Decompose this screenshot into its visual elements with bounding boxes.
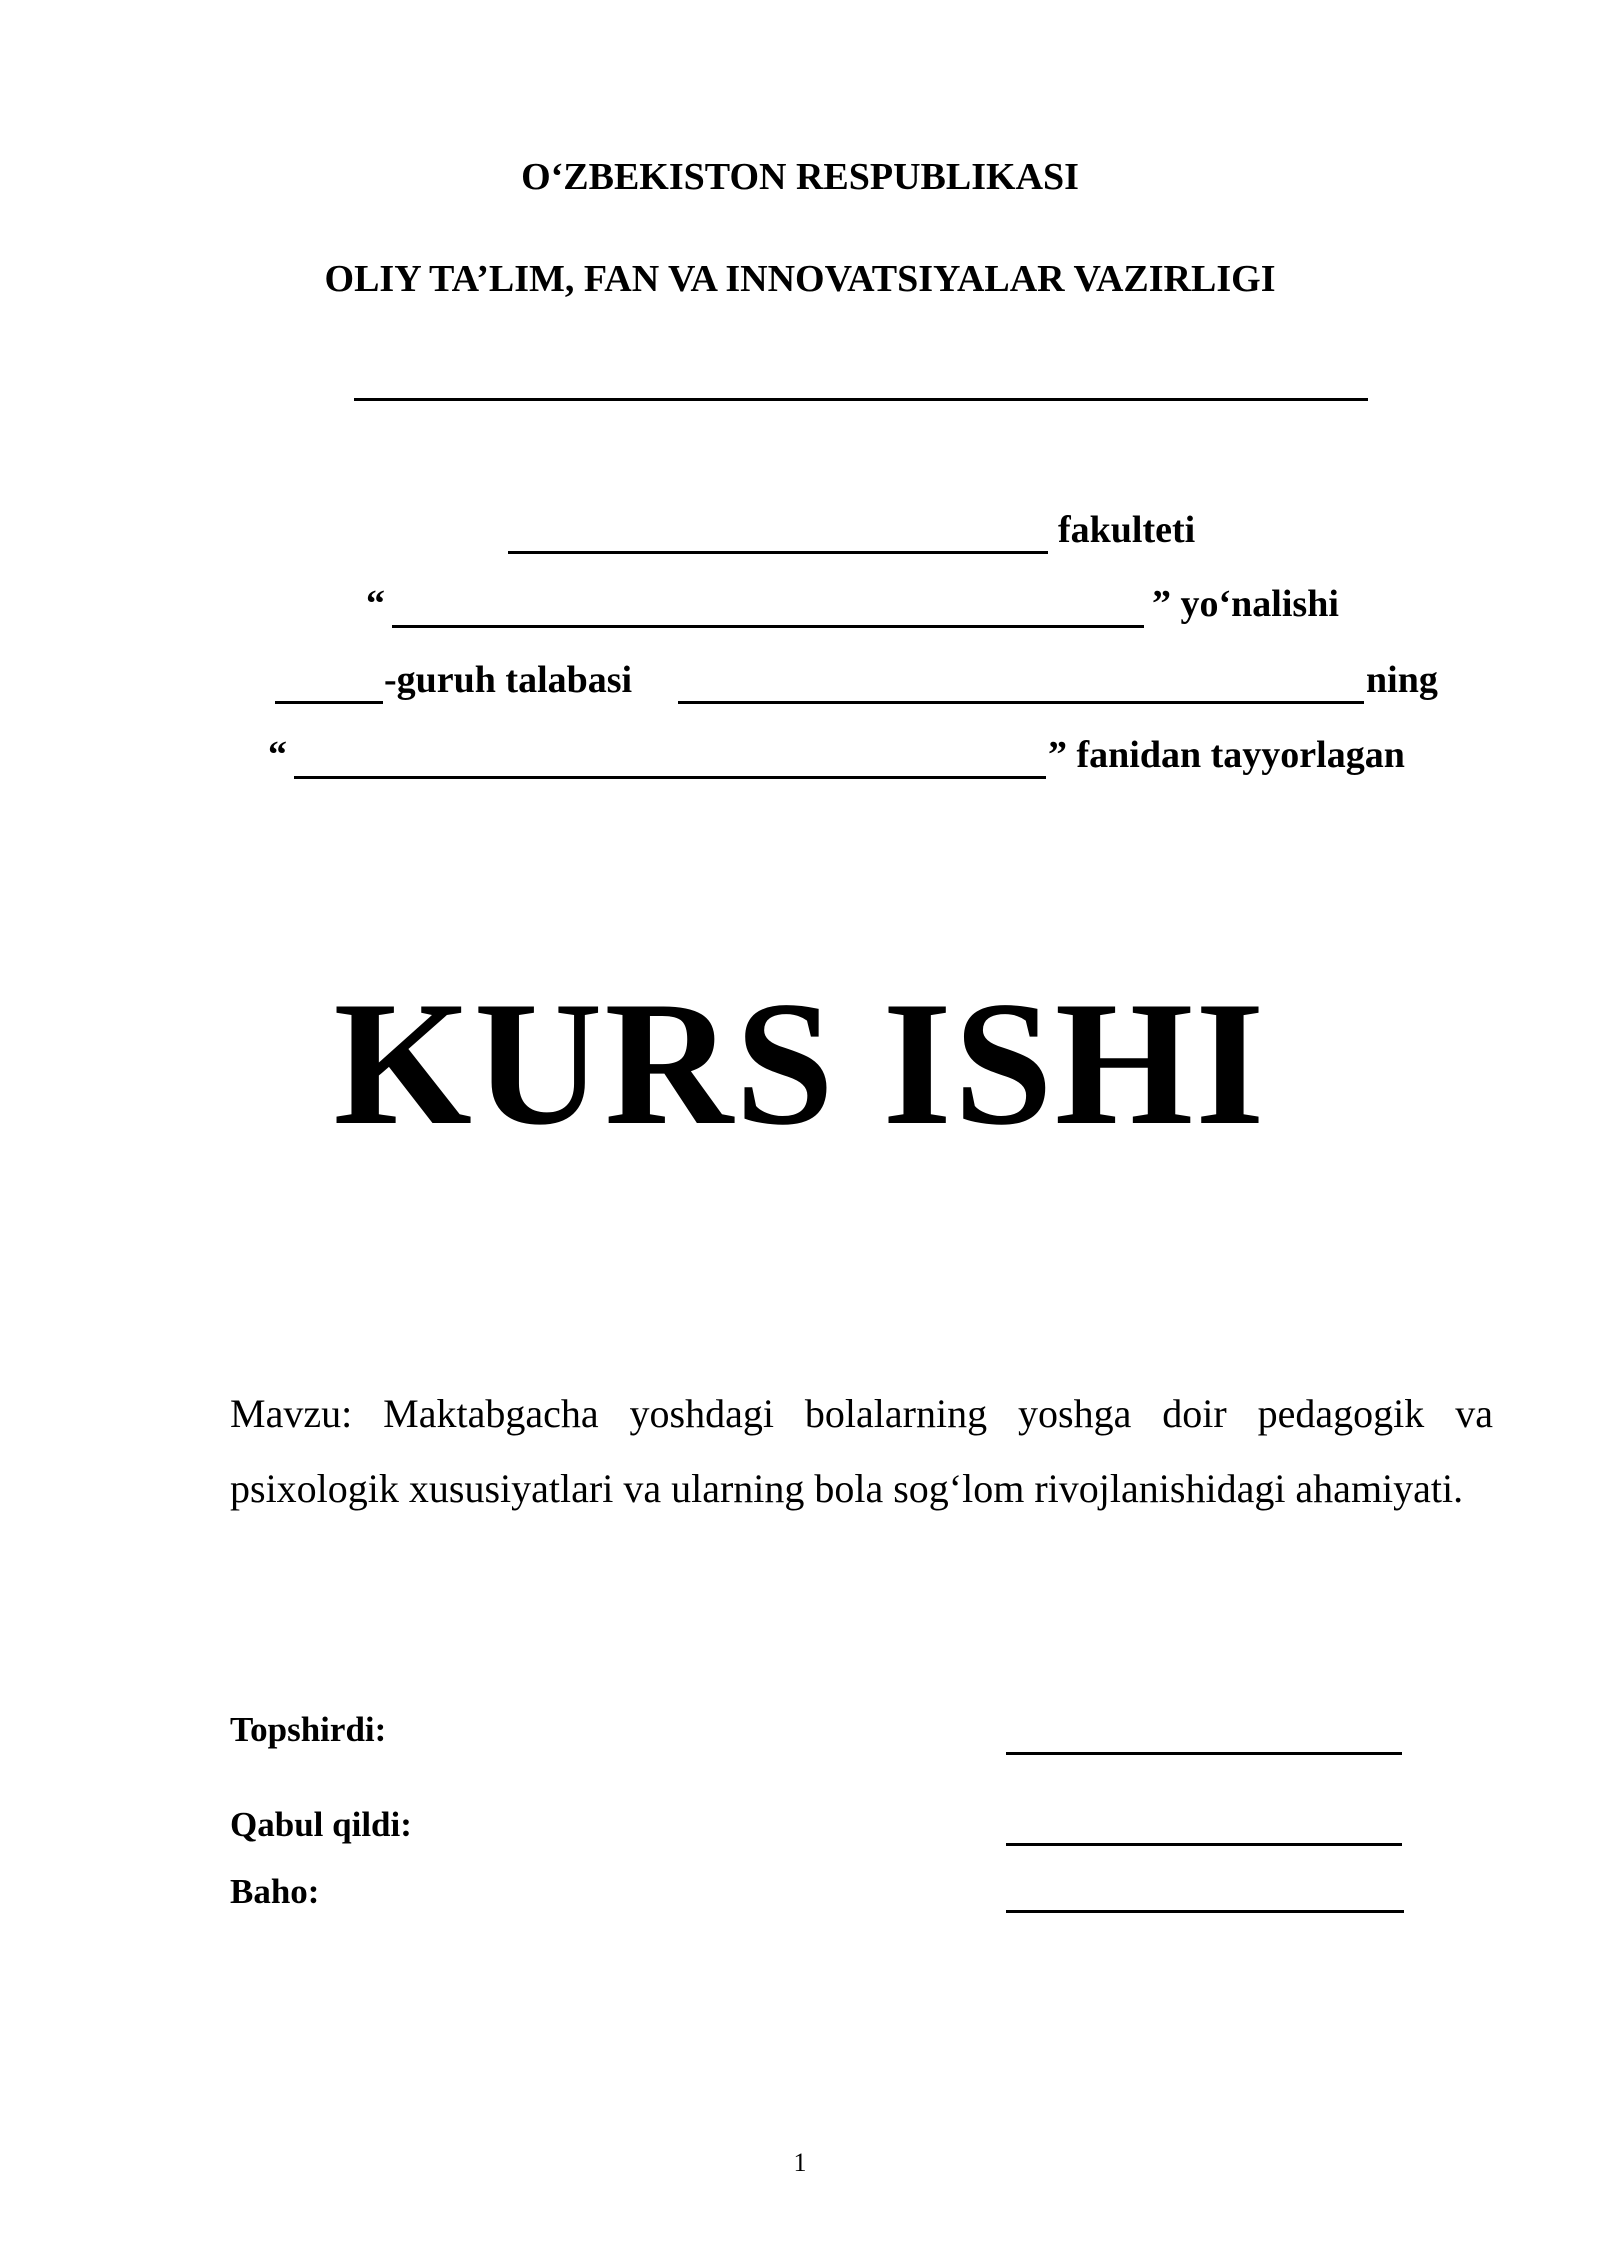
group-blank-line	[275, 701, 383, 704]
ministry-heading: OLIY TA’LIM, FAN VA INNOVATSIYALAR VAZIRLIGI	[324, 258, 1276, 300]
student-label: ning	[1366, 659, 1438, 701]
faculty-label: fakulteti	[1058, 509, 1196, 551]
accepted-label: Qabul qildi:	[230, 1805, 412, 1844]
student-name-blank-line	[678, 701, 1364, 704]
direction-blank-line	[392, 625, 1144, 628]
page-number: 1	[793, 2148, 807, 2177]
submitted-label: Topshirdi:	[230, 1710, 387, 1749]
submitted-blank-line	[1006, 1752, 1402, 1755]
subject-open-quote: “	[268, 734, 287, 776]
subject-blank-line	[294, 776, 1046, 779]
direction-open-quote: “	[366, 583, 385, 625]
direction-label: ” yo‘nalishi	[1152, 583, 1339, 625]
subject-label: ” fanidan tayyorlagan	[1048, 734, 1405, 776]
grade-label: Baho:	[230, 1872, 320, 1911]
grade-blank-line	[1006, 1910, 1404, 1913]
country-heading: O‘ZBEKISTON RESPUBLIKASI	[521, 156, 1079, 198]
faculty-blank-line	[508, 551, 1048, 554]
accepted-blank-line	[1006, 1843, 1402, 1846]
document-title: KURS ISHI	[333, 964, 1267, 1162]
topic-paragraph: Mavzu: Maktabgacha yoshdagi bolalarning yoshga doir pedagogik va psixologik xususiyatlari va ularning bola sog‘lom rivojlanishidagi ahamiyati.	[230, 1391, 1493, 1511]
group-label: -guruh talabasi	[384, 659, 633, 701]
university-blank-line	[354, 398, 1368, 401]
